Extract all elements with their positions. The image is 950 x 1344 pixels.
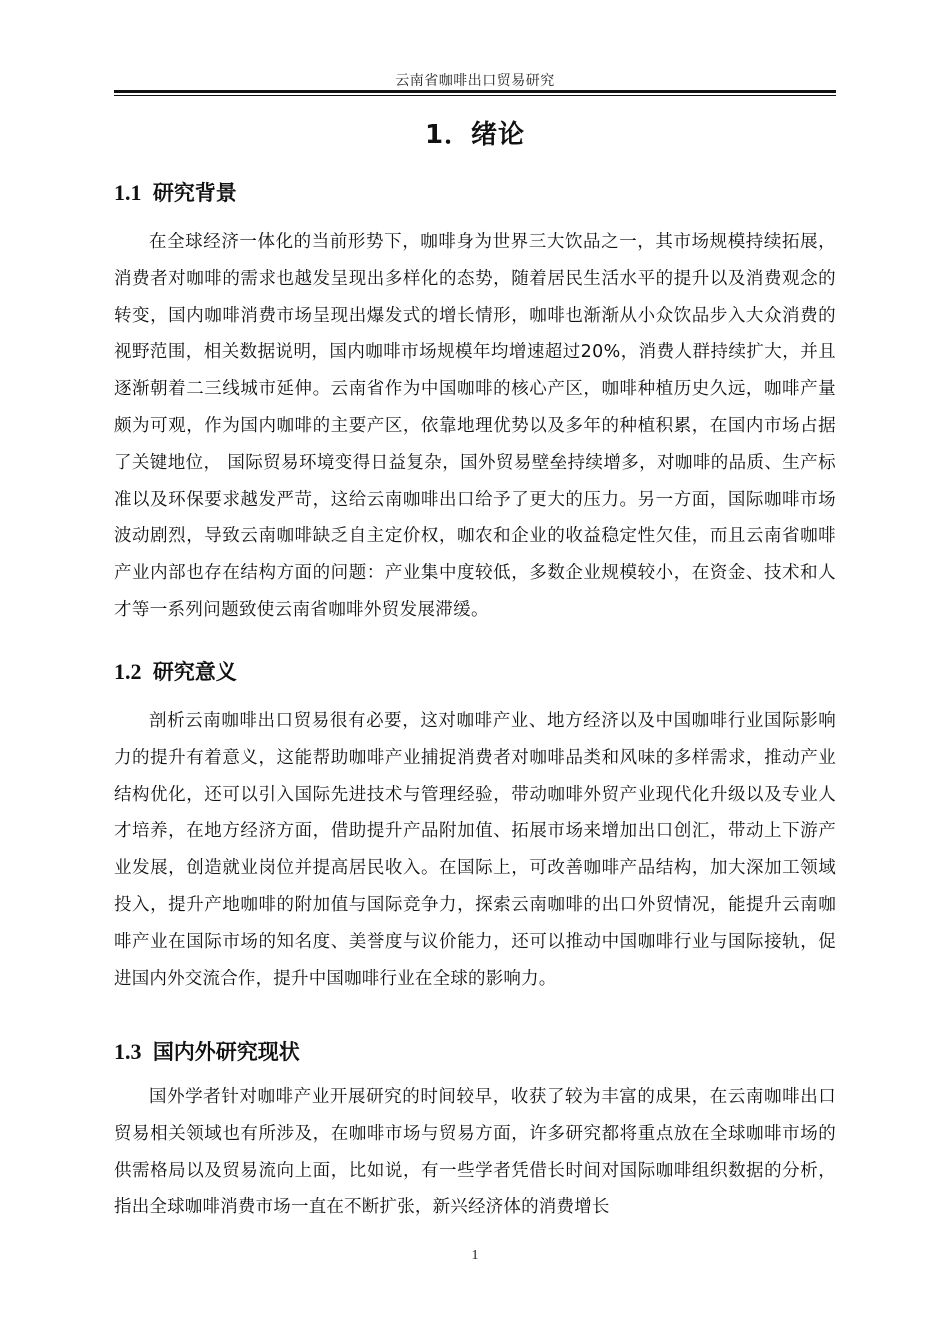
section-heading-1-1	[114, 177, 836, 207]
section-title: 研究背景	[152, 181, 237, 205]
header-rule-thin	[114, 95, 836, 96]
section-number: 1.1	[114, 180, 142, 205]
section-number: 1.3	[114, 1039, 142, 1064]
chapter-title: 1．绪论	[424, 120, 526, 150]
paragraph-research-status: 国外学者针对咖啡产业开展研究的时间较早，收获了较为丰富的成果，在云南咖啡出口贸易相关领域也有所涉及，在咖啡市场与贸易方面，许多研究都将重点放在全球咖啡市场的供需格局以及贸易流向上面，比如说，有一些学者凭借长时间对国际咖啡组织数据的分析，指出全球咖啡消费市场一直在不断扩张，新兴经济体的消费增长	[114, 1087, 836, 1218]
section-title: 研究意义	[152, 660, 237, 684]
header-rule-thick	[114, 90, 836, 93]
running-header: 云南省咖啡出口贸易研究	[395, 73, 555, 89]
section-heading-1-2	[114, 656, 836, 686]
section-number: 1.2	[114, 659, 142, 684]
paragraph-research-significance: 剖析云南咖啡出口贸易很有必要，这对咖啡产业、地方经济以及中国咖啡行业国际影响力的提升有着意义，这能帮助咖啡产业捕捉消费者对咖啡品类和风味的多样需求，推动产业结构优化，还可以引入国际先进技术与管理经验，带动咖啡外贸产业现代化升级以及专业人才培养，在地方经济方面，借助提升产品附加值、拓展市场来增加出口创汇，带动上下游产业发展，创造就业岗位并提高居民收入。在国际上，可改善咖啡产品结构，加大深加工领域投入，提升产地咖啡的附加值与国际竞争力，探索云南咖啡的出口外贸情况，能提升云南咖啡产业在国际市场的知名度、美誉度与议价能力，还可以推动中国咖啡行业与国际接轨，促进国内外交流合作，提升中国咖啡行业在全球的影响力。	[114, 711, 836, 989]
section-title: 国内外研究现状	[152, 1040, 300, 1064]
paragraph-research-background: 在全球经济一体化的当前形势下，咖啡身为世界三大饮品之一，其市场规模持续拓展，消费者对咖啡的需求也越发呈现出多样化的态势，随着居民生活水平的提升以及消费观念的转变，国内咖啡消费市场呈现出爆发式的增长情形，咖啡也渐渐从小众饮品步入大众消费的视野范围，相关数据说明，国内咖啡市场规模年均增速超过20%，消费人群持续扩大，并且逐渐朝着二三线城市延伸。云南省作为中国咖啡的核心产区，咖啡种植历史久远，咖啡产量颇为可观，作为国内咖啡的主要产区，依靠地理优势以及多年的种植积累，在国内市场占据了关键地位， 国际贸易环境变得日益复杂，国外贸易壁垒持续增多，对咖啡的品质、生产标准以及环保要求越发严苛，这给云南咖啡出口给予了更大的压力。另一方面，国际咖啡市场波动剧烈，导致云南咖啡缺乏自主定价权，咖农和企业的收益稳定性欠佳，而且云南省咖啡产业内部也存在结构方面的问题：产业集中度较低，多数企业规模较小，在资金、技术和人才等一系列问题致使云南省咖啡外贸发展滞缓。	[114, 232, 836, 620]
page-number: 1	[471, 1248, 479, 1263]
section-heading-1-3	[114, 1036, 836, 1066]
